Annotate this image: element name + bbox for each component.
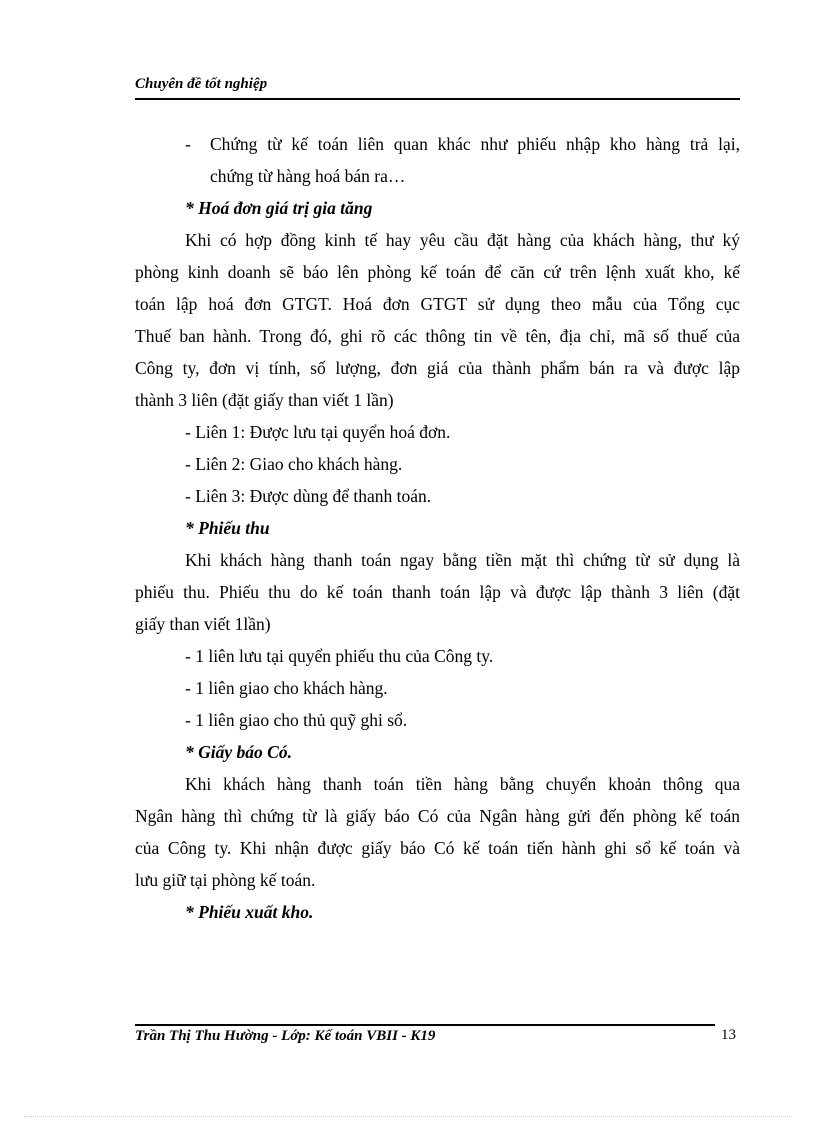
footer-rule bbox=[135, 1024, 715, 1026]
paragraph-line: Khi khách hàng thanh toán tiền hàng bằng chuyển khoản thông qua bbox=[185, 774, 740, 794]
bullet-continuation: chứng từ hàng hoá bán ra… bbox=[210, 166, 406, 186]
page-edge-divider bbox=[24, 1116, 792, 1117]
section-heading-receipt: * Phiếu thu bbox=[185, 518, 270, 538]
footer-author: Trần Thị Thu Hường - Lớp: Kế toán VBII - K19 bbox=[135, 1028, 436, 1044]
list-item: - Liên 1: Được lưu tại quyển hoá đơn. bbox=[185, 422, 451, 442]
paragraph-line: giấy than viết 1lần) bbox=[135, 614, 271, 634]
paragraph-line: toán lập hoá đơn GTGT. Hoá đơn GTGT sử dụng theo mẫu của Tổng cục bbox=[135, 294, 740, 314]
page-number: 13 bbox=[721, 1027, 736, 1043]
list-item bbox=[135, 128, 740, 160]
paragraph-line: Ngân hàng thì chứng từ là giấy báo Có của Ngân hàng gửi đến phòng kế toán bbox=[135, 806, 740, 826]
paragraph-line: Thuế ban hành. Trong đó, ghi rõ các thông tin về tên, địa chỉ, mã số thuế của bbox=[135, 326, 740, 346]
paragraph-line: thành 3 liên (đặt giấy than viết 1 lần) bbox=[135, 390, 394, 410]
section-heading-export-slip: * Phiếu xuất kho. bbox=[185, 902, 314, 922]
document-body bbox=[135, 128, 740, 928]
paragraph-line: Khi có hợp đồng kinh tế hay yêu cầu đặt hàng của khách hàng, thư ký bbox=[185, 230, 740, 250]
paragraph-line: lưu giữ tại phòng kế toán. bbox=[135, 870, 316, 890]
header-title: Chuyên đề tốt nghiệp bbox=[135, 76, 268, 92]
list-item: - 1 liên giao cho khách hàng. bbox=[185, 678, 388, 698]
section-heading-credit-note: * Giấy báo Có. bbox=[185, 742, 292, 762]
paragraph-line: Công ty, đơn vị tính, số lượng, đơn giá của thành phẩm bán ra và được lập bbox=[135, 358, 740, 378]
paragraph-line: Khi khách hàng thanh toán ngay bằng tiền mặt thì chứng từ sử dụng là bbox=[185, 550, 740, 570]
list-item: - Liên 2: Giao cho khách hàng. bbox=[185, 454, 403, 474]
section-heading-vat-invoice: * Hoá đơn giá trị gia tăng bbox=[185, 198, 373, 218]
page-header bbox=[135, 76, 740, 100]
list-item: - 1 liên lưu tại quyển phiếu thu của Công ty. bbox=[185, 646, 494, 666]
paragraph-line: phiếu thu. Phiếu thu do kế toán thanh toán lập và được lập thành 3 liên (đặt bbox=[135, 582, 740, 602]
paragraph-line: của Công ty. Khi nhận được giấy báo Có kế toán tiến hành ghi sổ kế toán và bbox=[135, 838, 740, 858]
list-item: - Liên 3: Được dùng để thanh toán. bbox=[185, 486, 432, 506]
bullet-text: Chứng từ kế toán liên quan khác như phiếu nhập kho hàng trả lại, bbox=[210, 134, 740, 154]
paragraph-line: phòng kinh doanh sẽ báo lên phòng kế toán để căn cứ trên lệnh xuất kho, kế bbox=[135, 262, 740, 282]
bullet-dash: - bbox=[185, 134, 191, 154]
list-item: - 1 liên giao cho thủ quỹ ghi sổ. bbox=[185, 710, 408, 730]
